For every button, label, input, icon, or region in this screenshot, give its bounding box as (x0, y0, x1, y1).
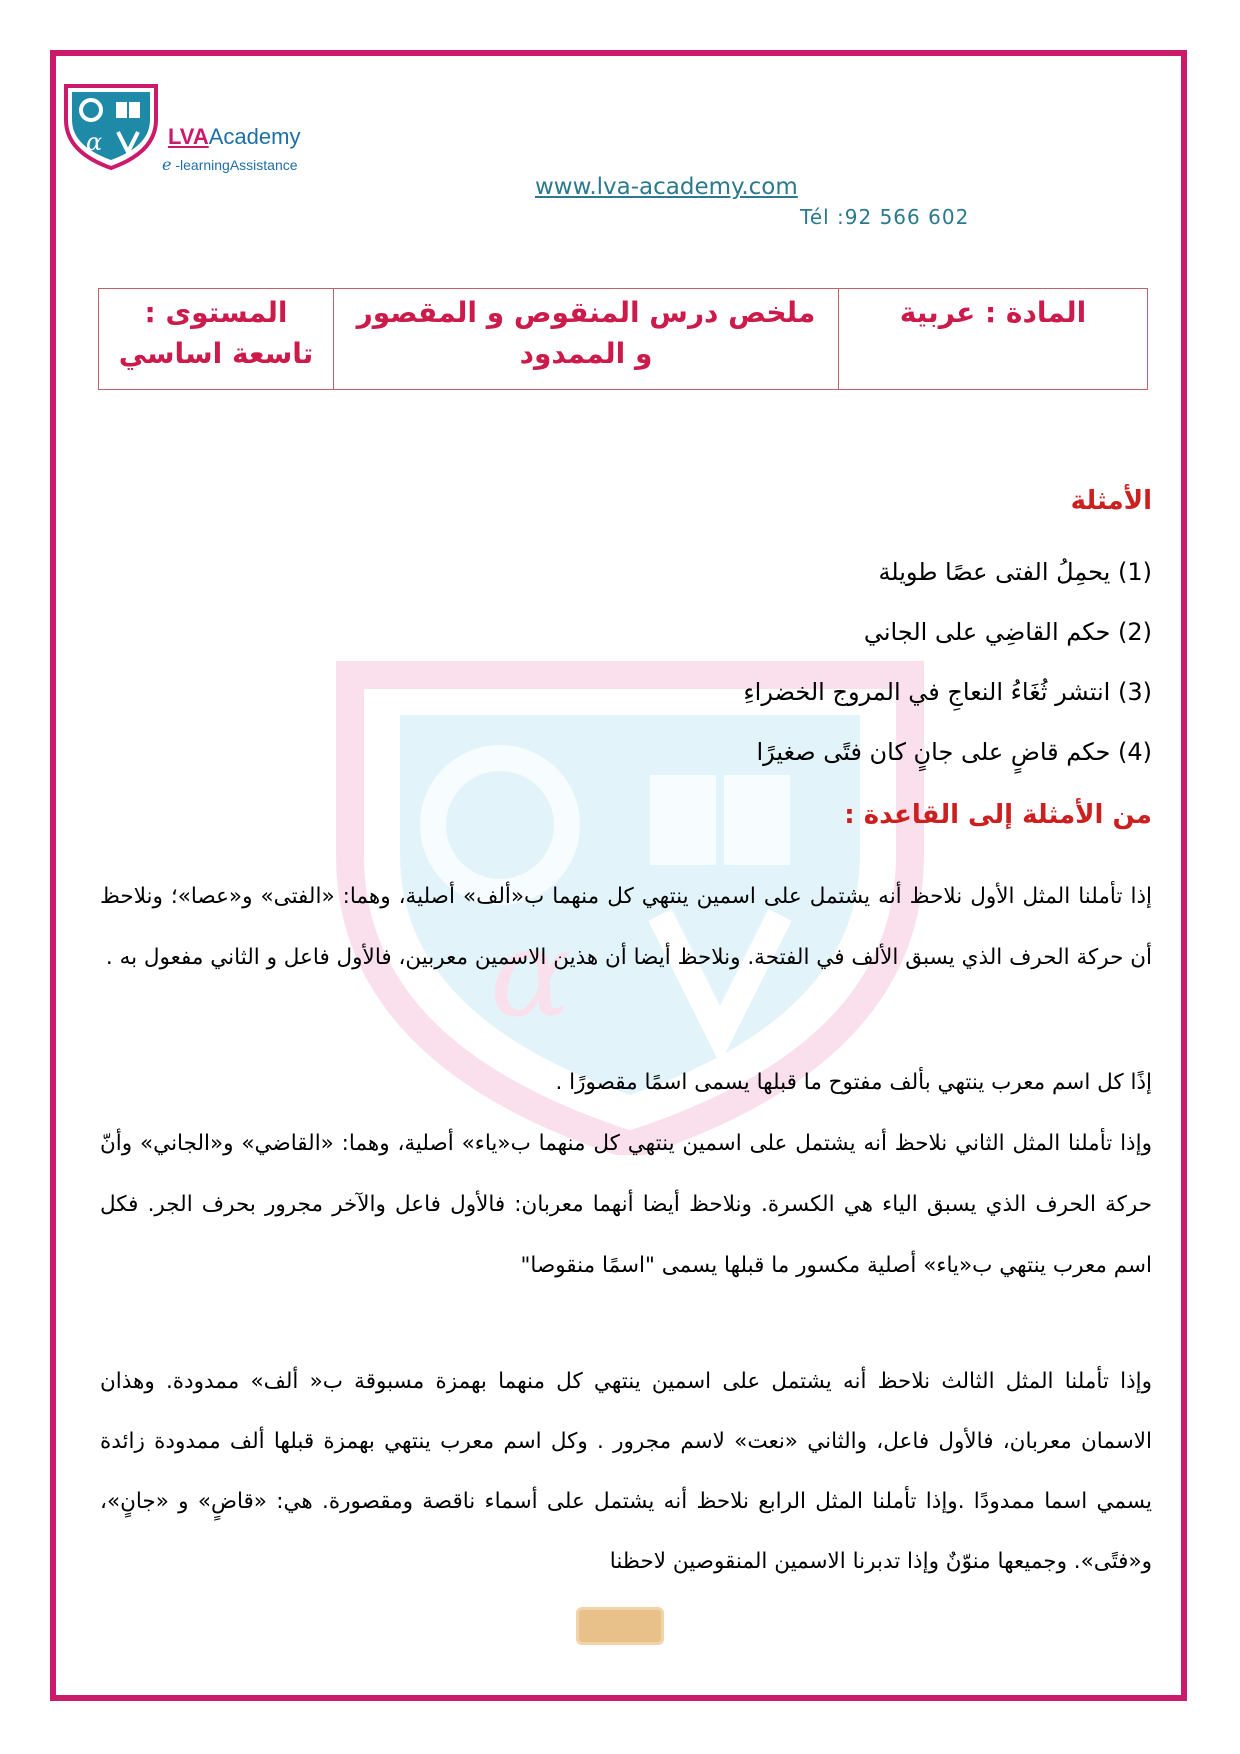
subject-cell: المادة : عربية (839, 289, 1148, 390)
level-cell: المستوى : تاسعة اساسي (99, 289, 334, 390)
lesson-title-cell: ملخص درس المنقوص و المقصور و الممدود (334, 289, 839, 390)
brand-strong: LVA (168, 124, 209, 149)
paragraph-4: وإذا تأملنا المثل الثالث نلاحظ أنه يشتمل على اسمين ينتهي كل منهما بهمزة مسبوقة ب« ألف» ممدودة. وهذان الاسمان معربان، فالأول فاعل، والثاني «نعت» لاسم مجرور . وكل اسم معرب ينتهي بهمزة قبلها ألف ممدودة زائدة يسمي اسما ممدودًا .وإذا تأملنا المثل الرابع نلاحظ أنه يشتمل على أسماء ناقصة ومقصورة. هي: «قاضٍ» و «جانٍ»، و«فتًى». وجميعها منوّنٌ وإذا تدبرنا الاسمين المنقوصين لاحظنا (100, 1369, 1152, 1574)
lesson-info-table (98, 288, 1148, 390)
paragraph-3: وإذا تأملنا المثل الثاني نلاحظ أنه يشتمل على اسمين ينتهي كل منهما ب«ياء» أصلية، وهما: «القاضي» و«الجاني» وأنّ حركة الحرف الذي يسبق الياء هي الكسرة. ونلاحظ أيضا أنهما معربان: فالأول فاعل والآخر مجرور بحرف الجر. فكل اسم معرب ينتهي ب«ياء» أصلية مكسور ما قبلها يسمى "اسمًا منقوصا" (100, 1131, 1152, 1278)
page-number-box (576, 1607, 664, 1645)
example-2: (2) حكم القاضِي على الجاني (863, 618, 1152, 646)
tagline (162, 155, 298, 174)
brand-rest: Academy (208, 124, 301, 149)
examples-heading: الأمثلة (1070, 486, 1152, 516)
rule-heading: من الأمثلة إلى القاعدة : (844, 800, 1152, 830)
brand-name (168, 124, 300, 150)
lva-academy-logo (58, 80, 164, 172)
example-4: (4) حكم قاضٍ على جانٍ كان فتًى صغيرًا (756, 738, 1152, 766)
tagline-e: e (162, 155, 172, 174)
example-1: (1) يحمِلُ الفتى عصًا طويلة (878, 558, 1152, 586)
svg-text:α: α (86, 128, 103, 156)
tagline-text: -learningAssistance (171, 157, 298, 173)
phone-number: Tél :92 566 602 (800, 205, 970, 229)
example-3: (3) انتشر ثُغَاءُ النعاجِ في المروج الخضراءِ (743, 678, 1152, 706)
svg-text:α: α (490, 905, 572, 1044)
paragraph-1: إذا تأملنا المثل الأول نلاحظ أنه يشتمل على اسمين ينتهي كل منهما ب«ألف» أصلية، وهما: «الفتى» و«عصا»؛ ونلاحظ أن حركة الحرف الذي يسبق الألف في الفتحة. ونلاحظ أيضا أن هذين الاسمين معربين، فالأول فاعل و الثاني مفعول به . (100, 884, 1152, 970)
website-link[interactable]: www.lva-academy.com (535, 174, 798, 200)
paragraph-2: إذًا كل اسم معرب ينتهي بألف مفتوح ما قبلها يسمى اسمًا مقصورًا . (555, 1070, 1152, 1095)
